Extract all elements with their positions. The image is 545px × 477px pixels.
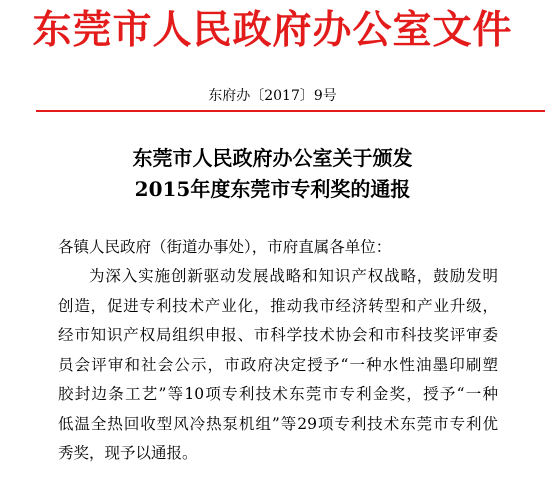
paragraph-line: 经市知识产权局组织申报、市科学技术协会和市科技奖评审委 xyxy=(58,326,498,344)
paragraph-line: 为深入实施创新驱动发展战略和知识产权战略，鼓励发明 xyxy=(89,267,498,285)
body-paragraph xyxy=(58,266,498,473)
paragraph-line: 低温全热回收型风冷热泵机组”等29项专利技术东莞市专利优 xyxy=(58,414,498,433)
paragraph-line: 胶封边条工艺”等10项专利技术东莞市专利金奖，授予“一种 xyxy=(58,385,498,403)
paragraph-line: 创造，促进专利技术产业化，推动我市经济转型和产业升级， xyxy=(58,296,498,315)
document-title-line-2: 2015年度东莞市专利奖的通报 xyxy=(134,177,411,201)
document-number: 东府办〔2017〕9号 xyxy=(208,88,337,104)
letterhead-title: 东莞市人民政府办公室文件 xyxy=(32,7,513,53)
paragraph-line: 秀奖，现予以通报。 xyxy=(58,444,198,462)
salutation: 各镇人民政府（街道办事处），市府直属各单位： xyxy=(58,238,392,256)
paragraph-line: 员会评审和社会公示，市政府决定授予“一种水性油墨印刷塑 xyxy=(58,355,498,374)
document-title-line-1: 东莞市人民政府办公室关于颁发 xyxy=(132,146,413,170)
red-divider-rule xyxy=(36,110,545,112)
